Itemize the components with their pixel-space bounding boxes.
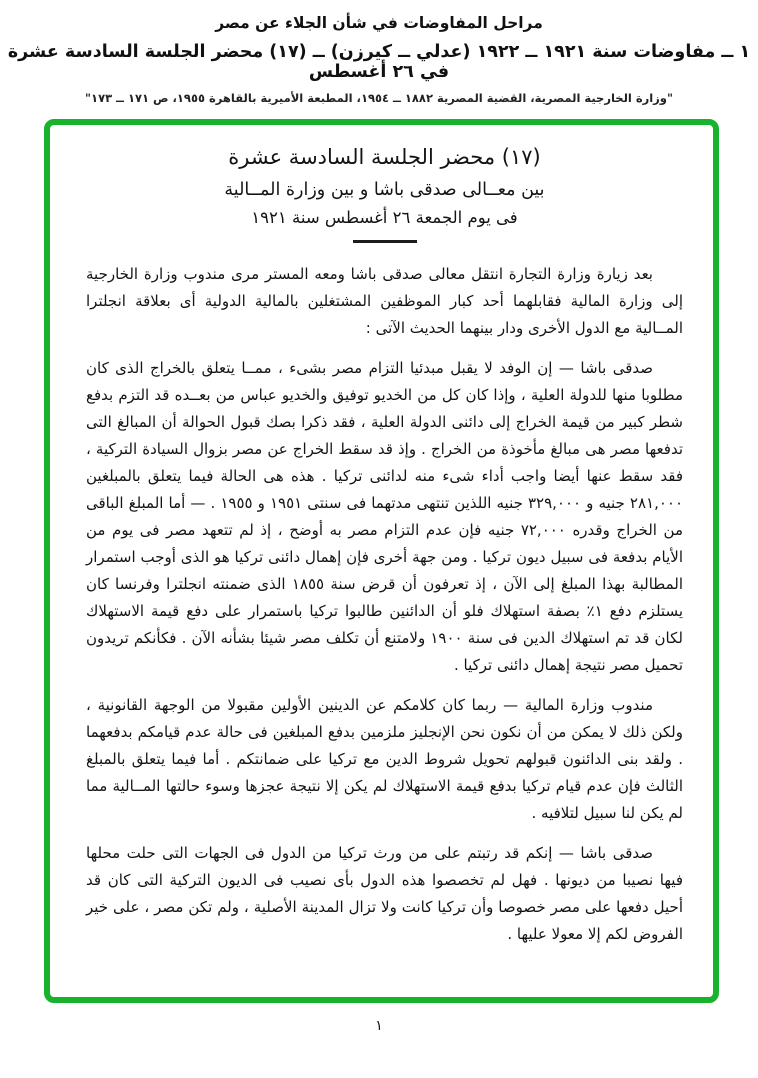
title-divider — [353, 240, 417, 243]
session-title: (١٧) محضر الجلسة السادسة عشرة — [228, 145, 541, 169]
paragraph-finance-ministry-delegate: مندوب وزارة المالية — ربما كان كلامكم عن الدينين الأولين مقبولا من الوجهة القانونية ، ولكن ذلك لا يمكن من أن نكون نحن الإنجليز ملزمين بدفع المبلغين فى حالة عدم قيامكم بدفعهما . ولقد بنى الدائنون قبولهم تحويل شروط الدين مع تركيا على ضمانتكم . أما فيما يتعلق بالمبلغ الثالث فإن عدم قيام تركيا بدفع قيمة الاستهلاك لم يكن إلا نتيجة عجزها وسوء حالتها المــالية مما لم يكن لنا سبيل لتلافيه . — [86, 696, 683, 823]
header-title: مراحل المفاوضات في شأن الجلاء عن مصر — [215, 14, 543, 32]
document-body — [86, 261, 683, 948]
header-subtitle: ١ ــ مفاوضات سنة ١٩٢١ ــ ١٩٢٢ (عدلي ــ كيرزن) ــ (١٧) محضر الجلسة السادسة عشرة في ٢٦ أغسطس — [7, 42, 751, 82]
session-date: فى يوم الجمعة ٢٦ أغسطس سنة ١٩٢١ — [251, 208, 518, 228]
session-parties: بين معــالى صدقى باشا و بين وزارة المــالية — [224, 180, 545, 201]
page-header — [0, 14, 758, 105]
paragraph-sidky-pasha-2: صدقى باشا — إنكم قد رتبتم على من ورث تركيا من الدول فى الجهات التى حلت محلها فيها نصيبا من ديونها . فهل لم تخصصوا هذه الدول بأى نصيب فى الديون التركية التى كان قد أحيل دفعها على مصر خصوصا وأن تركيا كانت ولا تزال المدينة الأصلية ، ولم تكن مصر ، على خير الفروض لكم إلا معولا عليها . — [86, 844, 683, 944]
session-title-block — [86, 143, 683, 243]
page-number: ١ — [375, 1018, 383, 1034]
highlight-frame — [44, 119, 719, 1003]
document-sheet — [50, 125, 713, 997]
header-source-citation: "وزارة الخارجية المصرية، القضية المصرية ١٨٨٢ ــ ١٩٥٤، المطبعة الأميرية بالقاهرة ١٩٥٥، ص ١٧١ ــ ١٧٣" — [85, 91, 673, 105]
paragraph-introduction: بعد زيارة وزارة التجارة انتقل معالى صدقى باشا ومعه المستر مرى مندوب وزارة الخارجية إلى وزارة المالية فقابلهما أحد كبار الموظفين المشتغلين بالمالية الدولية أى بعلاقة انجلترا المــالية مع الدول الأخرى ودار بينهما الحديث الآتى : — [86, 265, 683, 338]
paragraph-sidky-pasha-1: صدقى باشا — إن الوفد لا يقبل مبدئيا التزام مصر بشىء ، ممــا يتعلق بالخراج الذى كان مطلوبا منها للدولة العلية ، وإذا كان كل من الخديو توفيق والخديو عباس من بعــده قد التزم بدفع شطر كبير من قيمة الخراج إلى دائنى الدولة العلية ، فقد ذكرا بصك قبول الحوالة أن المبالغ التى تدفعها مصر هى مبالغ مأخوذة من الخراج . وإذ قد سقط الخراج عن مصر بزوال السيادة التركية ، فقد سقط عنها أيضا واجب أداء شىء منه لدائنى تركيا . هذه هى الحالة فيما يتعلق بالمبلغين ٢٨١,٠٠٠ جنيه و ٣٢٩,٠٠٠ جنيه اللذين تنتهى مدتهما فى سنتى ١٩٥١ و ١٩٥٥ . — أما المبلغ الباقى من الخراج وقدره ٧٢,٠٠٠ جنيه فإن عدم التزام مصر به أوضح ، إذ لم تتعهد مصر فى يوم من الأيام بدفعة فى سبيل ديون تركيا . ومن جهة أخرى فإن إهمال دائنى تركيا هو الذى أوجب استمرار المطالبة بهذا المبلغ إلى الآن ، إذ تعرفون أن قرض سنة ١٨٥٥ الذى ضمنته انجلترا وفرنسا كان يستلزم دفع ١٪ بصفة استهلاك فلو أن الدائنين طالبوا تركيا باستمرار على دفع قيمة الاستهلاك لكان قد تم استهلاك الدين فى سنة ١٩٠٠ ولامتنع أن تكلف مصر شيئا بشأنه الآن . فكأنكم تريدون تحميل مصر نتيجة إهمال دائنى تركيا . — [86, 359, 684, 675]
